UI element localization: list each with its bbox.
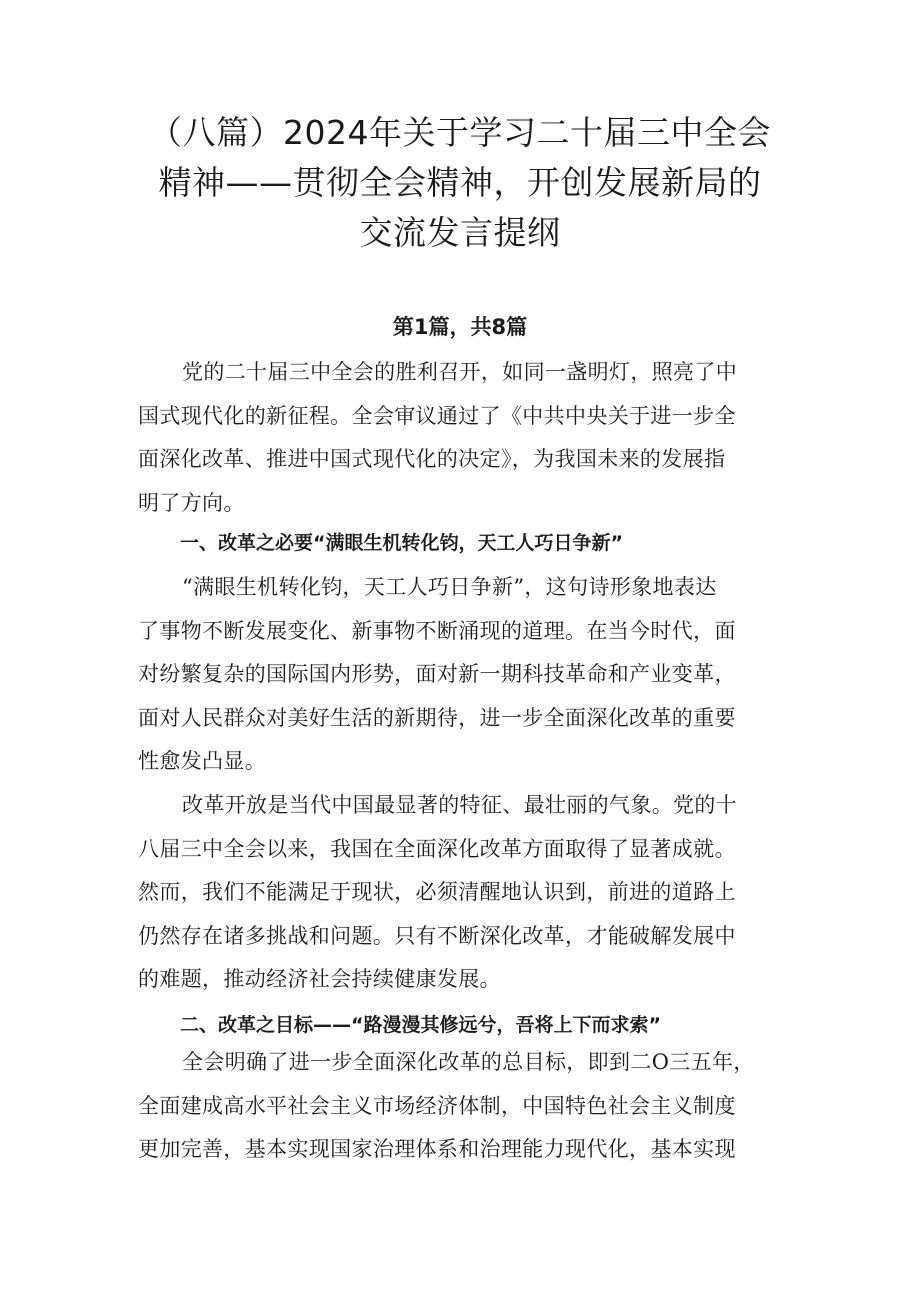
paragraph-line: 的难题，推动经济社会持续健康发展。 (138, 967, 501, 991)
paragraph-line: 全会明确了进一步全面深化改革的总目标，即到二O三五年， (182, 1050, 755, 1074)
paragraph-line: 然而，我们不能满足于现状，必须清醒地认识到，前进的道路上 (138, 880, 736, 904)
title-line-2: 精神——贯彻全会精神，开创发展新局的 (158, 163, 762, 202)
document-title (110, 108, 810, 258)
paragraph-line: 全面建成高水平社会主义市场经济体制，中国特色社会主义制度 (138, 1093, 736, 1118)
paragraph-intro (138, 351, 794, 525)
section-heading-text: 一、改革之必要“满眼生机转化钧，天工人巧日争新” (180, 532, 623, 554)
paragraph-line: 八届三中全会以来，我国在全面深化改革方面取得了显著成就。 (138, 836, 736, 861)
paragraph-line: 更加完善，基本实现国家治理体系和治理能力现代化，基本实现 (138, 1137, 736, 1161)
paragraph-line: 性愈发凸显。 (138, 749, 267, 773)
paragraph-necessity (138, 566, 794, 784)
paragraph-line: “满眼生机转化钧，天工人巧日争新”，这句诗形象地表达 (182, 575, 717, 599)
paragraph-line: 面对人民群众对美好生活的新期待，进一步全面深化改革的重要 (138, 705, 736, 730)
paragraph-reform-opening (138, 784, 794, 1002)
paragraph-line: 明了方向。 (138, 490, 245, 515)
paragraph-line: 对纷繁复杂的国际国内形势，面对新一期科技革命和产业变革， (138, 662, 736, 686)
paragraph-line: 国式现代化的新征程。全会审议通过了《中共中央关于进一步全 (138, 403, 736, 428)
paragraph-line: 党的二十届三中全会的胜利召开，如同一盏明灯，照亮了中 (182, 360, 738, 384)
paragraph-line: 面深化改革、推进中国式现代化的决定》，为我国未来的发展指 (138, 447, 726, 471)
section-heading-text: 二、改革之目标——“路漫漫其修远兮，吾将上下而求索” (180, 1014, 661, 1036)
title-line-1: （八篇）2024年关于学习二十届三中全会 (149, 113, 771, 152)
paragraph-goal (138, 1041, 794, 1172)
part-indicator: 第1篇，共8篇 (392, 315, 528, 339)
paragraph-line: 仍然存在诸多挑战和问题。只有不断深化改革，才能破解发展中 (138, 923, 736, 948)
paragraph-line: 改革开放是当代中国最显著的特征、最壮丽的气象。党的十 (182, 793, 738, 817)
title-line-3: 交流发言提纲 (359, 213, 561, 252)
paragraph-line: 了事物不断发展变化、新事物不断涌现的道理。在当今时代，面 (138, 618, 736, 643)
